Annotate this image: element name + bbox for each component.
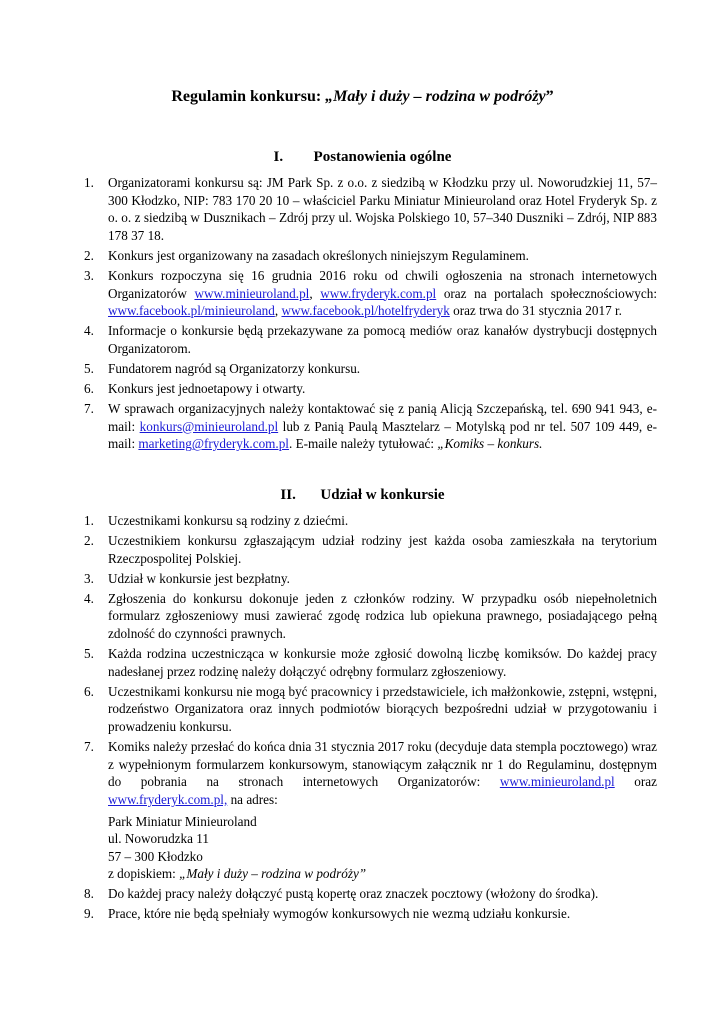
section-1-number: I. — [273, 149, 284, 165]
note-italic: „Mały i duży – rodzina w podróży” — [179, 866, 367, 882]
list-item — [84, 532, 657, 567]
list-item — [84, 360, 657, 378]
item-text: oraz — [614, 774, 657, 790]
postal-address — [108, 813, 657, 883]
title-prefix: Regulamin konkursu: — [171, 88, 326, 105]
list-item — [84, 174, 657, 244]
link-facebook-hotelfryderyk[interactable]: www.facebook.pl/hotelfryderyk — [281, 303, 450, 319]
link-fryderyk[interactable]: www.fryderyk.com.pl, — [108, 791, 228, 807]
item-number: 8. — [84, 886, 94, 902]
item-text: Każda rodzina uczestnicząca w konkursie może zgłosić dowolną liczbę komiksów. Do każdej pracy nadesłanej przez rodzinę należy dołączyć odrębny formularz zgłoszeniowy. — [108, 646, 657, 679]
section-1-title: Postanowienia ogólne — [313, 149, 452, 165]
list-item — [84, 645, 657, 680]
email-konkurs-link[interactable]: konkurs@minieuroland.pl — [139, 418, 279, 434]
item-text: oraz trwa do 31 stycznia 2017 r. — [449, 303, 622, 319]
item-body — [108, 738, 657, 808]
item-text: na adres: — [227, 791, 278, 807]
title-suffix: ” — [545, 88, 554, 105]
item-number: 1. — [84, 175, 94, 190]
item-number: 7. — [84, 401, 94, 417]
address-line: Park Miniatur Minieuroland — [108, 813, 257, 829]
item-text: Uczestnikiem konkursu zgłaszającym udział rodziny jest każda osoba zamieszkała na terytorium Rzeczpospolitej Polskiej. — [108, 533, 657, 566]
list-item — [84, 570, 657, 588]
item-text: lub z Panią Paulą Masztelarz – Motylską pod nr tel. 507 109 449, e-mail: — [108, 418, 657, 452]
item-text: Konkurs rozpoczyna się 16 grudnia 2016 roku od chwili ogłoszenia na stronach internetowych Organizatorów — [108, 267, 657, 301]
separator: , — [274, 303, 282, 319]
item-text: Udział w konkursie jest bezpłatny. — [108, 570, 290, 586]
link-minieuroland[interactable]: www.minieuroland.pl — [499, 774, 615, 790]
list-item — [84, 267, 657, 320]
item-text: Komiks należy przesłać do końca dnia 31 stycznia 2017 roku (decyduje data stempla pocztowego) wraz z wypełnionym formularzem konkursowym, stanowiącym załącznik nr 1 do Regulaminu, dostępnym do pobrania na stronach internetowych Organizatorów: — [108, 739, 657, 790]
item-text: Uczestnikami konkursu są rodziny z dziećmi. — [108, 513, 349, 528]
item-number: 6. — [84, 683, 94, 699]
address-line: ul. Noworudzka 11 — [108, 831, 209, 847]
note-label: z dopiskiem: — [108, 866, 180, 882]
item-number: 7. — [84, 739, 94, 755]
list-item — [84, 683, 657, 736]
link-facebook-minieuroland[interactable]: www.facebook.pl/minieuroland — [108, 303, 275, 319]
item-number: 5. — [84, 646, 94, 662]
item-number: 2. — [84, 533, 94, 549]
item-text: Prace, które nie będą spełniały wymogów konkursowych nie wezmą udziału konkursie. — [108, 906, 571, 922]
list-item — [84, 738, 657, 883]
item-number: 3. — [84, 570, 94, 586]
item-text: Informacje o konkursie będą przekazywane za pomocą mediów oraz kanałów dystrybucji dostępnych Organizatorom. — [108, 323, 657, 356]
item-text: oraz na portalach społecznościowych: — [436, 285, 657, 301]
item-number: 1. — [84, 513, 94, 528]
list-item — [84, 322, 657, 357]
list-item — [84, 247, 657, 265]
section-1-list — [84, 174, 657, 455]
item-number: 2. — [84, 247, 94, 263]
link-fryderyk[interactable]: www.fryderyk.com.pl — [320, 285, 437, 301]
item-text: Organizatorami konkursu są: JM Park Sp. z o.o. z siedzibą w Kłodzku przy ul. Noworudzkiej 11, 57–300 Kłodzko, NIP: 783 170 20 10 – właściciel Parku Miniatur Minieuroland oraz Hotel Fryderyk Sp. z o. o. z siedzibą w Dusznikach – Zdrój przy ul. Wojska Polskiego 10, 57–340 Duszniki – Zdrój, NIP 883 178 37 18. — [108, 175, 657, 243]
item-number: 9. — [84, 906, 94, 922]
list-item — [84, 905, 657, 923]
separator: , — [309, 285, 321, 301]
title-italic: „Mały i duży – rodzina w podróży — [325, 88, 546, 105]
item-number: 4. — [84, 323, 94, 339]
item-text: Konkurs jest organizowany na zasadach określonych niniejszym Regulaminem. — [108, 247, 529, 263]
email-marketing-link[interactable]: marketing@fryderyk.com.pl — [138, 436, 289, 452]
item-text: . E-maile należy tytułować: — [288, 436, 438, 452]
page-title — [0, 88, 725, 106]
address-note — [108, 865, 657, 883]
link-minieuroland[interactable]: www.minieuroland.pl — [194, 285, 310, 301]
item-text: W sprawach organizacyjnych należy kontaktować się z panią Alicją Szczepańską, tel. 690 941 943, e-mail: — [108, 401, 657, 434]
section-2-list — [84, 512, 657, 926]
item-text: Konkurs jest jednoetapowy i otwarty. — [108, 381, 306, 397]
item-number: 6. — [84, 381, 94, 397]
list-item — [84, 380, 657, 398]
list-item — [84, 885, 657, 903]
item-text: Do każdej pracy należy dołączyć pustą kopertę oraz znaczek pocztowy (włożony do środka). — [108, 886, 599, 902]
section-2-heading — [0, 487, 725, 504]
section-2-number: II. — [280, 487, 296, 503]
list-item — [84, 400, 657, 453]
item-number: 4. — [84, 590, 94, 606]
item-text: Fundatorem nagród są Organizatorzy konkursu. — [108, 360, 361, 376]
item-text: Zgłoszenia do konkursu dokonuje jeden z członków rodziny. W przypadku osób niepełnoletnich formularz zgłoszeniowy musi zawierać zgodę rodzica lub opiekuna prawnego, posiadającego pełną zdolność do czynności prawnych. — [108, 590, 657, 642]
item-number: 5. — [84, 360, 94, 376]
item-italic: „Komiks – konkurs. — [437, 436, 543, 452]
section-1-heading — [0, 149, 725, 166]
address-line: 57 – 300 Kłodzko — [108, 848, 203, 864]
list-item — [84, 512, 657, 530]
section-2-title: Udział w konkursie — [320, 487, 445, 503]
item-number: 3. — [84, 267, 94, 283]
item-text: Uczestnikami konkursu nie mogą być pracownicy i przedstawiciele, ich małżonkowie, zstępni, wstępni, rodzeństwo Organizatora oraz innych podmiotów biorących bezpośredni udział w przygotowaniu i prowadzeniu konkursu. — [108, 683, 657, 735]
list-item — [84, 590, 657, 643]
